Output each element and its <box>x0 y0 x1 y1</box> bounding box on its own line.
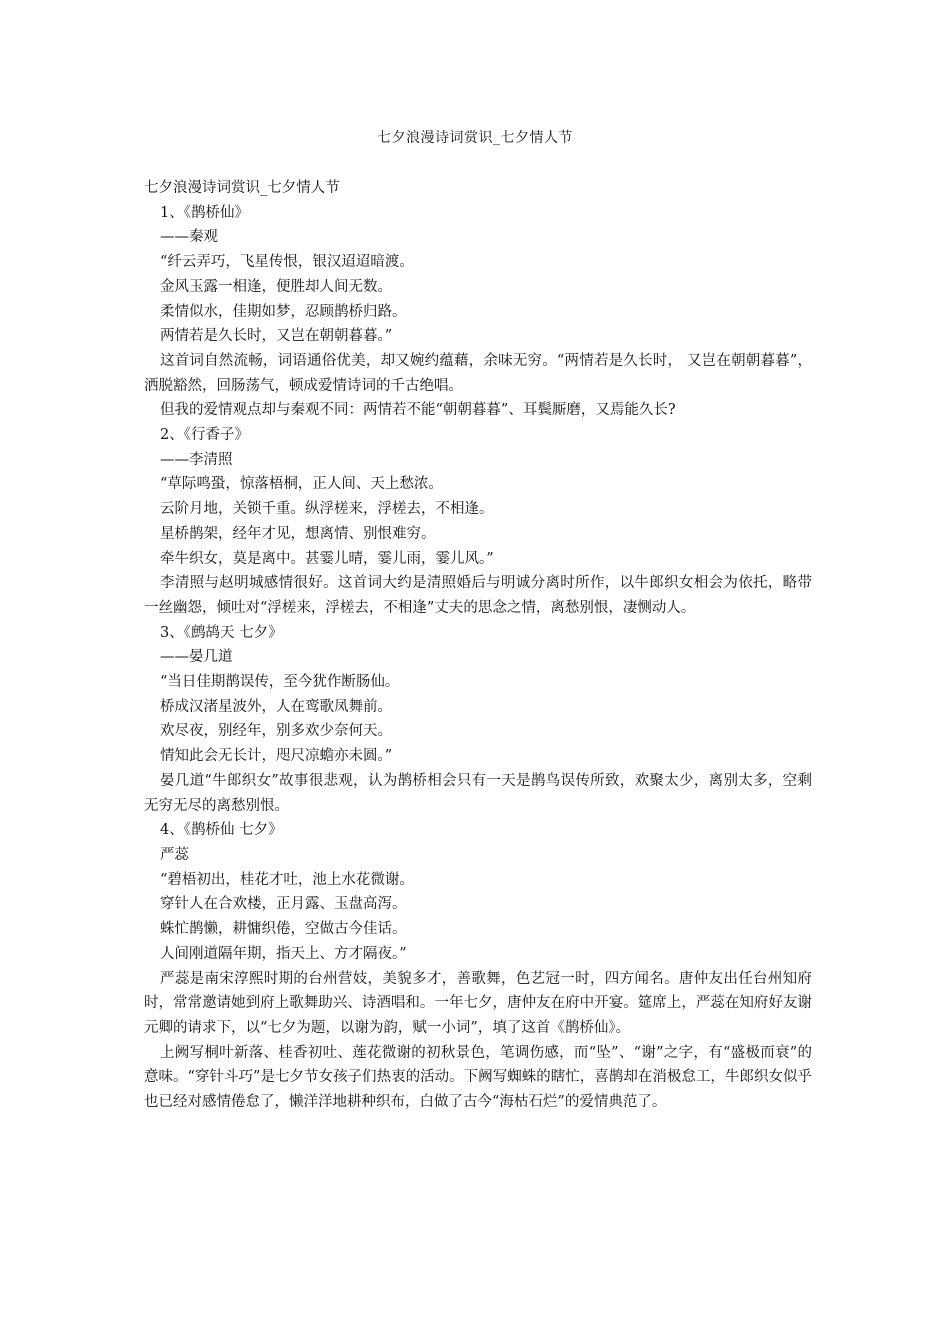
body-line: 金风玉露一相逢，便胜却人间无数。 <box>160 278 392 295</box>
body-line: 但我的爱情观点却与秦观不同：两情若不能“朝朝暮暮”、耳鬓厮磨，又焉能久长? <box>160 402 676 419</box>
body-line: 情知此会无长计，咫尺凉蟾亦未圆。” <box>160 748 393 765</box>
body-line: 桥成汉渚星波外，人在鸾歌凤舞前。 <box>160 698 392 715</box>
body-line: ——晏几道 <box>160 649 233 666</box>
body-line: 蛛忙鹊懒，耕慵织倦，空做古今佳话。 <box>160 921 407 938</box>
body-line: 1、《鹊桥仙》 <box>160 204 249 221</box>
body-line: 柔情似水，佳期如梦，忍顾鹊桥归路。 <box>160 303 407 320</box>
document-body <box>144 176 812 1115</box>
body-line: 人间刚道隔年期，指天上、方才隔夜。” <box>160 945 407 962</box>
body-line: “纤云弄巧，飞星传恨，银汉迢迢暗渡。 <box>160 254 414 271</box>
body-line: 欢尽夜，别经年，别多欢少奈何天。 <box>160 723 392 740</box>
body-paragraph: 李清照与赵明城感情很好。这首词大约是清照婚后与明诚分离时所作，以牛郎织女相会为依托，略带一丝幽怨，倾吐对“浮槎来，浮槎去，不相逢”丈夫的思念之情，离愁别恨，凄恻动人。 <box>144 575 812 616</box>
body-line: 星桥鹊架，经年才见，想离情、别恨难穷。 <box>160 525 436 542</box>
body-line: 云阶月地，关锁千重。纵浮槎来，浮槎去，不相逢。 <box>160 501 494 518</box>
document-title: 七夕浪漫诗词赏识_七夕情人节 <box>377 130 573 146</box>
body-line: ——李清照 <box>160 451 233 468</box>
body-line: 4、《鹊桥仙 七夕》 <box>160 822 283 839</box>
body-heading: 七夕浪漫诗词赏识_七夕情人节 <box>144 180 340 196</box>
body-line: ——秦观 <box>160 229 218 246</box>
body-paragraph: 上阙写桐叶新落、桂香初吐、莲花微谢的初秋景色，笔调伤感，而“坠”、“谢”之字，有“盛极而衰”的意味。“穿针斗巧”是七夕节女孩子们热衷的活动。下阙写蜘蛛的瞎忙，喜鹊却在消极怠工，牛郎织女似乎也已经对感情倦怠了，懒洋洋地耕种织布，白做了古今“海枯石烂”的爱情典范了。 <box>144 1044 812 1111</box>
body-line: 严蕊 <box>160 846 189 863</box>
body-line: “当日佳期鹊误传，至今犹作断肠仙。 <box>160 674 400 691</box>
body-line: 穿针人在合欢楼，正月露、玉盘高泻。 <box>160 896 407 913</box>
body-line: 两情若是久长时，又岂在朝朝暮暮。” <box>160 328 393 345</box>
body-paragraph: 这首词自然流畅，词语通俗优美，却又婉约蕴藉，余味无穷。“两情若是久长时， 又岂在朝朝暮暮”，洒脱豁然，回肠荡气，顿成爱情诗词的千古绝唱。 <box>144 352 812 394</box>
body-line: 牵牛织女，莫是离中。甚霎儿晴，霎儿雨，霎儿风。” <box>160 550 494 567</box>
body-line: “草际鸣蛩，惊落梧桐，正人间、天上愁浓。 <box>160 476 443 493</box>
body-paragraph: 严蕊是南宋淳熙时期的台州营妓，美貌多才，善歌舞，色艺冠一时，四方闻名。唐仲友出任台州知府时，常常邀请她到府上歌舞助兴、诗酒唱和。一年七夕，唐仲友在府中开宴。筵席上，严蕊在知府好友谢元卿的请求下，以“七夕为题，以谢为韵，赋一小词”，填了这首《鹊桥仙》。 <box>144 970 812 1036</box>
body-line: 3、《鹧鸪天 七夕》 <box>160 624 283 641</box>
body-paragraph: 晏几道“牛郎织女”故事很悲观，认为鹊桥相会只有一天是鹊鸟误传所致，欢聚太少，离别太多，空剩无穷无尽的离愁别恨。 <box>144 772 812 814</box>
body-line: 2、《行香子》 <box>160 427 249 444</box>
body-line: “碧梧初出，桂花才吐，池上水花微谢。 <box>160 871 414 888</box>
